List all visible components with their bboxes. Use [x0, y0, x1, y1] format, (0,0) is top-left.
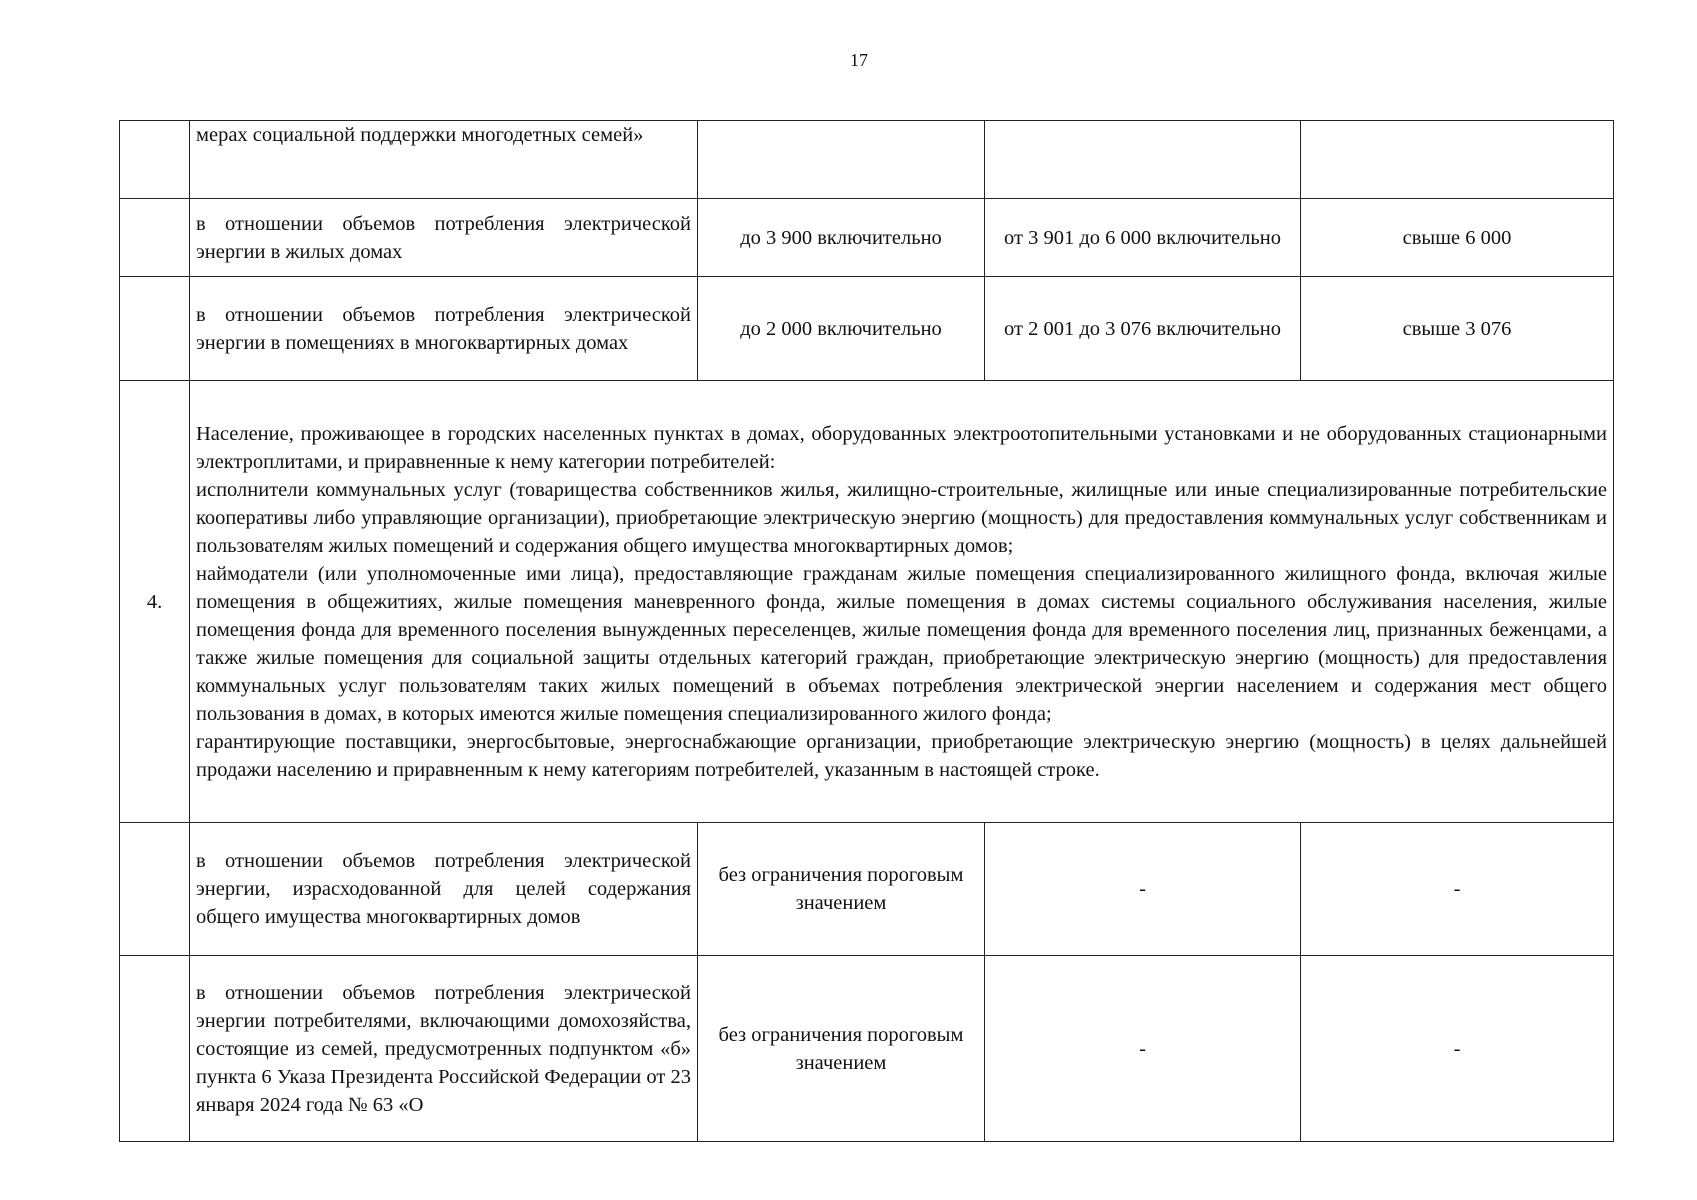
empty-cell — [1301, 121, 1614, 199]
section4-paragraph: гарантирующие поставщики, энергосбытовые, энергоснабжающие организации, приобретающие электрическую энергию (мощность) в целях дальнейшей продажи населению и приравненным к нему категориям потребителей, указанным в настоящей строке. — [196, 730, 1607, 781]
section-number: 4. — [120, 381, 190, 823]
num-cell-empty — [120, 956, 190, 1142]
row-description-houses: в отношении объемов потребления электрической энергии в жилых домах — [190, 199, 698, 277]
section4-paragraph: Население, проживающее в городских населенных пунктах в домах, оборудованных электроотопительными установками и не оборудованных стационарными электроплитами, и приравненные к нему категории потребителей: — [196, 422, 1607, 473]
table-row-section4 — [120, 381, 1614, 823]
range1-common-property: без ограничения пороговым значением — [698, 823, 985, 956]
row-description-large-families: в отношении объемов потребления электрической энергии потребителями, включающими домохозяйства, состоящие из семей, предусмотренных подпунктом «б» пункта 6 Указа Президента Российской Федерации от 23 января 2024 года № 63 «О — [190, 956, 698, 1142]
range2-large-families: - — [985, 956, 1301, 1142]
table-row-houses — [120, 199, 1614, 277]
empty-cell — [985, 121, 1301, 199]
num-cell-empty — [120, 121, 190, 199]
range3-houses: свыше 6 000 — [1301, 199, 1614, 277]
range3-apartments: свыше 3 076 — [1301, 277, 1614, 381]
row-description-common-property: в отношении объемов потребления электрической энергии, израсходованной для целей содержания общего имущества многоквартирных домов — [190, 823, 698, 956]
range2-apartments: от 2 001 до 3 076 включительно — [985, 277, 1301, 381]
section4-paragraph: наймодатели (или уполномоченные ими лица), предоставляющие гражданам жилые помещения специализированного жилищного фонда, включая жилые помещения в общежитиях, жилые помещения маневренного фонда, жилые помещения в домах системы социального обслуживания населения, жилые помещения фонда для временного поселения вынужденных переселенцев, жилые помещения фонда для временного поселения лиц, признанных беженцами, а также жилые помещения для социальной защиты отдельных категорий граждан, приобретающие электрическую энергию (мощность) для предоставления коммунальных услуг пользователям таких жилых помещений в объемах потребления электрической энергии населением и содержания мест общего пользования в домах, в которых имеются жилые помещения специализированного жилого фонда; — [196, 562, 1607, 725]
range1-apartments: до 2 000 включительно — [698, 277, 985, 381]
section4-paragraph: исполнители коммунальных услуг (товарищества собственников жилья, жилищно-строительные, жилищные или иные специализированные потребительские кооперативы либо управляющие организации), приобретающие электрическую энергию (мощность) для предоставления коммунальных услуг собственникам и пользователям жилых помещений и содержания общего имущества многоквартирных домов; — [196, 478, 1607, 557]
row-description-continued: мерах социальной поддержки многодетных семей» — [190, 121, 698, 199]
range1-large-families: без ограничения пороговым значением — [698, 956, 985, 1142]
table-row-apartments — [120, 277, 1614, 381]
section4-text — [190, 381, 1614, 823]
range1-houses: до 3 900 включительно — [698, 199, 985, 277]
num-cell-empty — [120, 199, 190, 277]
range3-common-property: - — [1301, 823, 1614, 956]
table-row-common-property — [120, 823, 1614, 956]
num-cell-empty — [120, 823, 190, 956]
page-number: 17 — [850, 50, 868, 70]
empty-cell — [698, 121, 985, 199]
table-row-continued — [120, 121, 1614, 199]
range2-common-property: - — [985, 823, 1301, 956]
tariff-table — [119, 120, 1614, 1142]
table-row-large-families — [120, 956, 1614, 1142]
range3-large-families: - — [1301, 956, 1614, 1142]
num-cell-empty — [120, 277, 190, 381]
row-description-apartments: в отношении объемов потребления электрической энергии в помещениях в многоквартирных домах — [190, 277, 698, 381]
range2-houses: от 3 901 до 6 000 включительно — [985, 199, 1301, 277]
